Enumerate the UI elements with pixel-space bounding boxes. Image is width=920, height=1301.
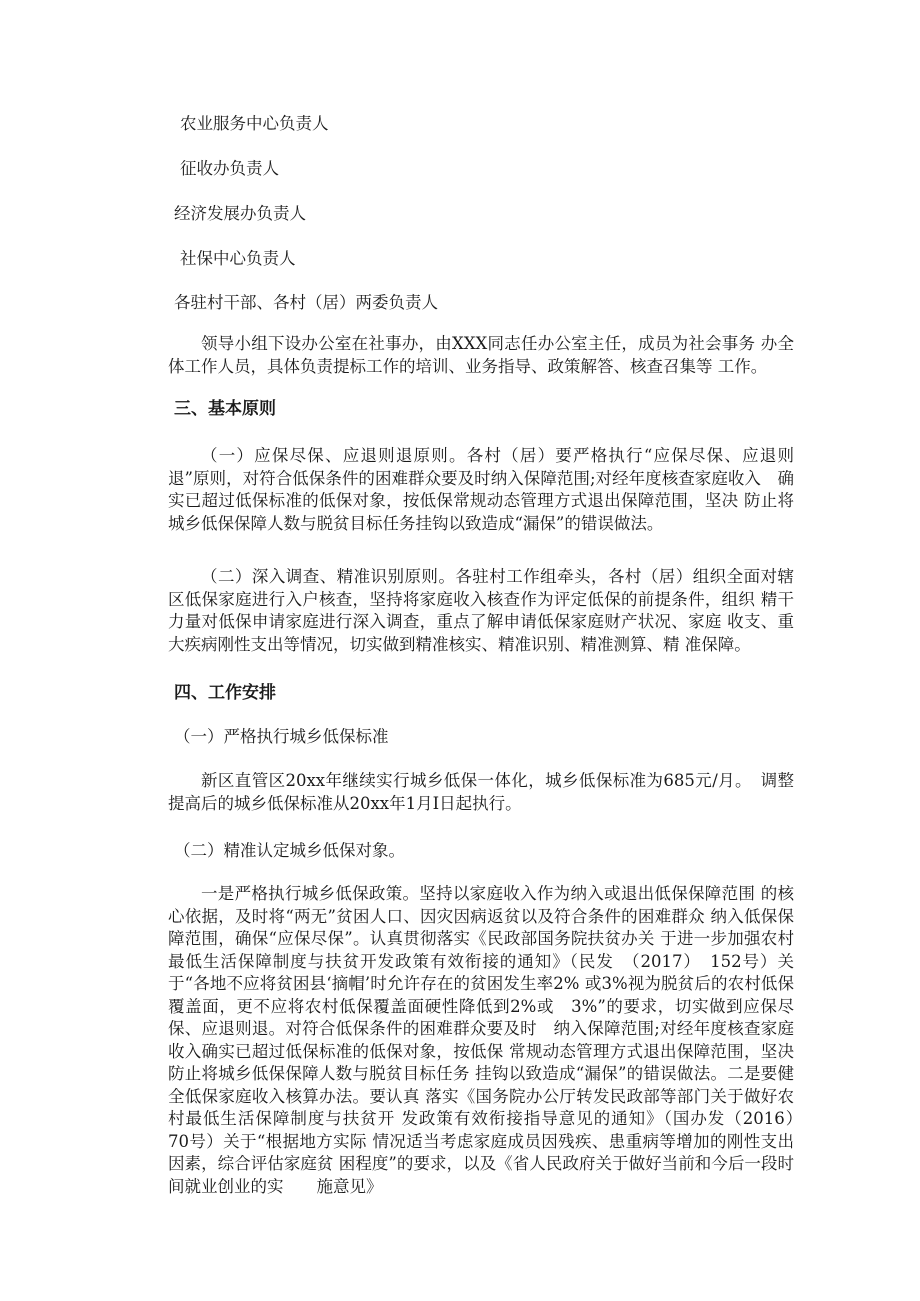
member-line: 征收办负责人 <box>180 159 279 178</box>
subheading: （一）严格执行城乡低保标准 <box>174 727 389 746</box>
member-line: 社保中心负责人 <box>180 249 296 268</box>
body-paragraph: （二）深入调查、精准识别原则。各驻村工作组牵头，各村（居）组织全面对辖 区低保家庭进行入户核查，坚持将家庭收入核查作为评定低保的前提条件，组织 精干力量对低保申请家庭进行深入调查，重点了解申请低保家庭财产状况、家庭 收支、重大疾病刚性支出等情况，切实做到精准核实、精准识别、精准测算、精 准保障。 <box>168 567 794 654</box>
member-line: 农业服务中心负责人 <box>180 114 329 133</box>
section-heading: 四、工作安排 <box>174 683 276 703</box>
body-paragraph: 一是严格执行城乡低保政策。坚持以家庭收入作为纳入或退出低保保障范围 的核心依据，及时将“两无”贫困人口、因灾因病返贫以及符合条件的困难群众 纳入低保保障范围，确保“应保尽保”。认真贯彻落实《民政部国务院扶贫办关 于进一步加强农村最低生活保障制度与扶贫开发政策有效衔接的通知》（民发 （2017） 152号）关于“各地不应将贫困县‘摘帽’时允许存在的贫困发生率2% 或3%视为脱贫后的农村低保覆盖面，更不应将农村低保覆盖面硬性降低到2%或 3%”的要求，切实做到应保尽保、应退则退。对符合低保条件的困难群众要及时 纳入保障范围;对经年度核查家庭收入确实已超过低保标准的低保对象，按低保 常规动态管理方式退出保障范围，坚决防止将城乡低保保障人数与脱贫目标任务 挂钩以致造成“漏保”的错误做法。二是要健全低保家庭收入核算办法。要认真 落实《国务院办公厅转发民政部等部门关于做好农村最低生活保障制度与扶贫开 发政策有效衔接指导意见的通知》（国办发（2016） 70号）关于“根据地方实际 情况适当考虑家庭成员因残疾、患重病等增加的刚性支出因素，综合评估家庭贫 困程度”的要求，以及《省人民政府关于做好当前和今后一段时间就业创业的实 施意见》 <box>168 884 811 1196</box>
office-paragraph: 领导小组下设办公室在社事办，由XXX同志任办公室主任，成员为社会事务 办全体工作人员，具体负责提标工作的培训、业务指导、政策解答、核查召集等 工作。 <box>168 334 794 376</box>
section-heading: 三、基本原则 <box>174 399 276 419</box>
body-paragraph: 新区直管区20xx年继续实行城乡低保一体化，城乡低保标准为685元/月。 调整提高后的城乡低保标准从20xx年1月I日起执行。 <box>168 771 794 813</box>
member-line: 经济发展办负责人 <box>174 204 306 223</box>
member-line: 各驻村干部、各村（居）两委负责人 <box>174 293 438 312</box>
body-paragraph: （一）应保尽保、应退则退原则。各村（居）要严格执行“应保尽保、应退则退”原则，对符合低保条件的困难群众要及时纳入保障范围;对经年度核查家庭收入 确实已超过低保标准的低保对象，按低保常规动态管理方式退出保障范围，坚决 防止将城乡低保保障人数与脱贫目标任务挂钩以致造成“漏保”的错误做法。 <box>168 446 794 533</box>
subheading: （二）精准认定城乡低保对象。 <box>174 841 405 860</box>
